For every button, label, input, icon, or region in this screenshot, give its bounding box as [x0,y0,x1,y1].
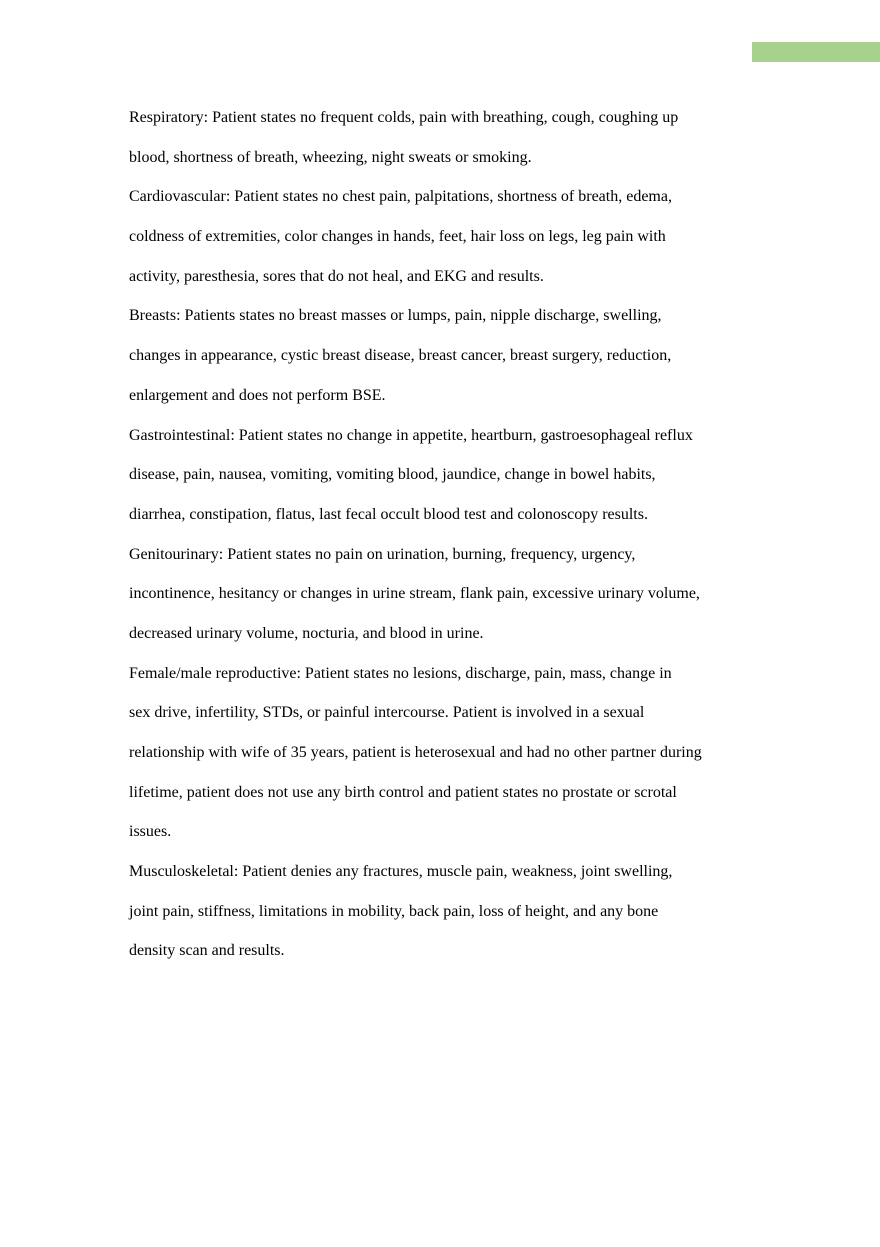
header-accent-bar [752,42,880,62]
text-line: issues. [129,823,172,841]
text-line: lifetime, patient does not use any birth control and patient states no prostate or scrotal [129,783,677,801]
review-of-systems-text [129,98,769,971]
text-line: Genitourinary: Patient states no pain on urination, burning, frequency, urgency, [129,545,636,563]
text-line: density scan and results. [129,942,285,960]
text-line: Cardiovascular: Patient states no chest pain, palpitations, shortness of breath, edema, [129,188,672,206]
text-line: sex drive, infertility, STDs, or painful intercourse. Patient is involved in a sexual [129,704,645,722]
text-line: Respiratory: Patient states no frequent colds, pain with breathing, cough, coughing up [129,109,679,126]
text-line: Musculoskeletal: Patient denies any fractures, muscle pain, weakness, joint swelling, [129,863,673,881]
text-line: coldness of extremities, color changes in hands, feet, hair loss on legs, leg pain with [129,228,666,246]
text-line: decreased urinary volume, nocturia, and blood in urine. [129,624,484,642]
text-line: activity, paresthesia, sores that do not heal, and EKG and results. [129,267,544,285]
text-line: Female/male reproductive: Patient states no lesions, discharge, pain, mass, change in [129,664,672,682]
text-line: disease, pain, nausea, vomiting, vomiting blood, jaundice, change in bowel habits, [129,466,656,484]
text-line: Gastrointestinal: Patient states no change in appetite, heartburn, gastroesophageal reflux [129,426,693,444]
text-line: blood, shortness of breath, wheezing, night sweats or smoking. [129,148,532,166]
text-line: Breasts: Patients states no breast masses or lumps, pain, nipple discharge, swelling, [129,307,662,325]
text-line: relationship with wife of 35 years, patient is heterosexual and had no other partner during [129,744,702,761]
text-line: enlargement and does not perform BSE. [129,386,386,404]
text-line: joint pain, stiffness, limitations in mobility, back pain, loss of height, and any bone [129,902,659,920]
text-line: incontinence, hesitancy or changes in urine stream, flank pain, excessive urinary volume, [129,585,700,603]
text-line: changes in appearance, cystic breast disease, breast cancer, breast surgery, reduction, [129,347,672,365]
text-line: diarrhea, constipation, flatus, last fecal occult blood test and colonoscopy results. [129,505,648,523]
